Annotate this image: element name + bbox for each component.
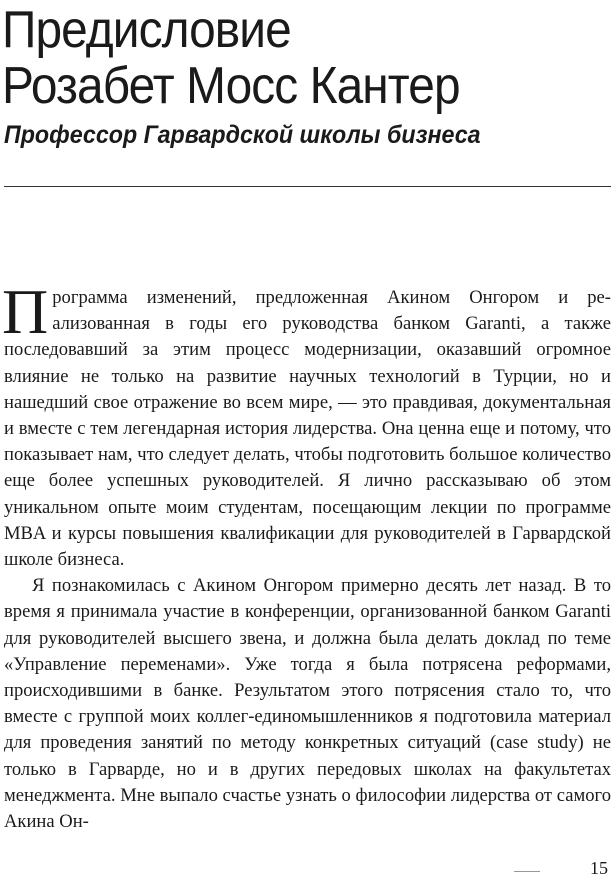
paragraph-1-text: рограмма изменений, предложенная Акином Онгором и реализованная в годы его руководства банком Garanti, а также последовавший за этим процесс модернизации, оказавший огромное влияние не только на развитие научных технологий в Турции, но и нашедший свое отражение во всем мире, — это правдивая, документальная и вместе с тем легендарная история лидерства. Она ценна еще и потому, что показывает нам, что следует делать, чтобы подготовить большое количество еще более успешных руководителей. Я лично рассказываю об этом уникальном опыте моим студентам, посещающим лекции по программе MBA и курсы повышения квалификации для руководителей в Гарвардской школе бизнеса.	[4, 287, 611, 571]
body-text	[2, 276, 611, 835]
author-subtitle: Профессор Гарвардской школы бизнеса	[4, 121, 481, 149]
chapter-title-line2: Розабет Мосс Кантер	[2, 57, 460, 115]
footer-divider	[514, 871, 540, 872]
title-divider	[4, 186, 611, 187]
paragraph-2: Я познакомилась с Акином Онгором примерно десять лет назад. В то время я принимала участие в конференции, организованной банком Garanti для руководителей высшего звена, и должна была делать доклад по теме «Управление переменами». Уже тогда я была потрясена реформами, происходившими в банке. Результатом этого потрясения стало то, что вместе с группой моих коллег-единомышленников я подготовила материал для проведения занятий по методу конкретных ситуаций (case study) не только в Гарварде, но и в других передовых школах на факультетах менеджмента. Мне выпало счастье узнать о философии лидерства от самого Акина Он-	[4, 575, 611, 833]
chapter-title	[2, 2, 460, 114]
drop-cap: П	[2, 276, 49, 347]
chapter-title-line1: Предисловие	[2, 1, 291, 59]
paragraph-1	[2, 276, 611, 573]
page-number: 15	[590, 858, 608, 878]
